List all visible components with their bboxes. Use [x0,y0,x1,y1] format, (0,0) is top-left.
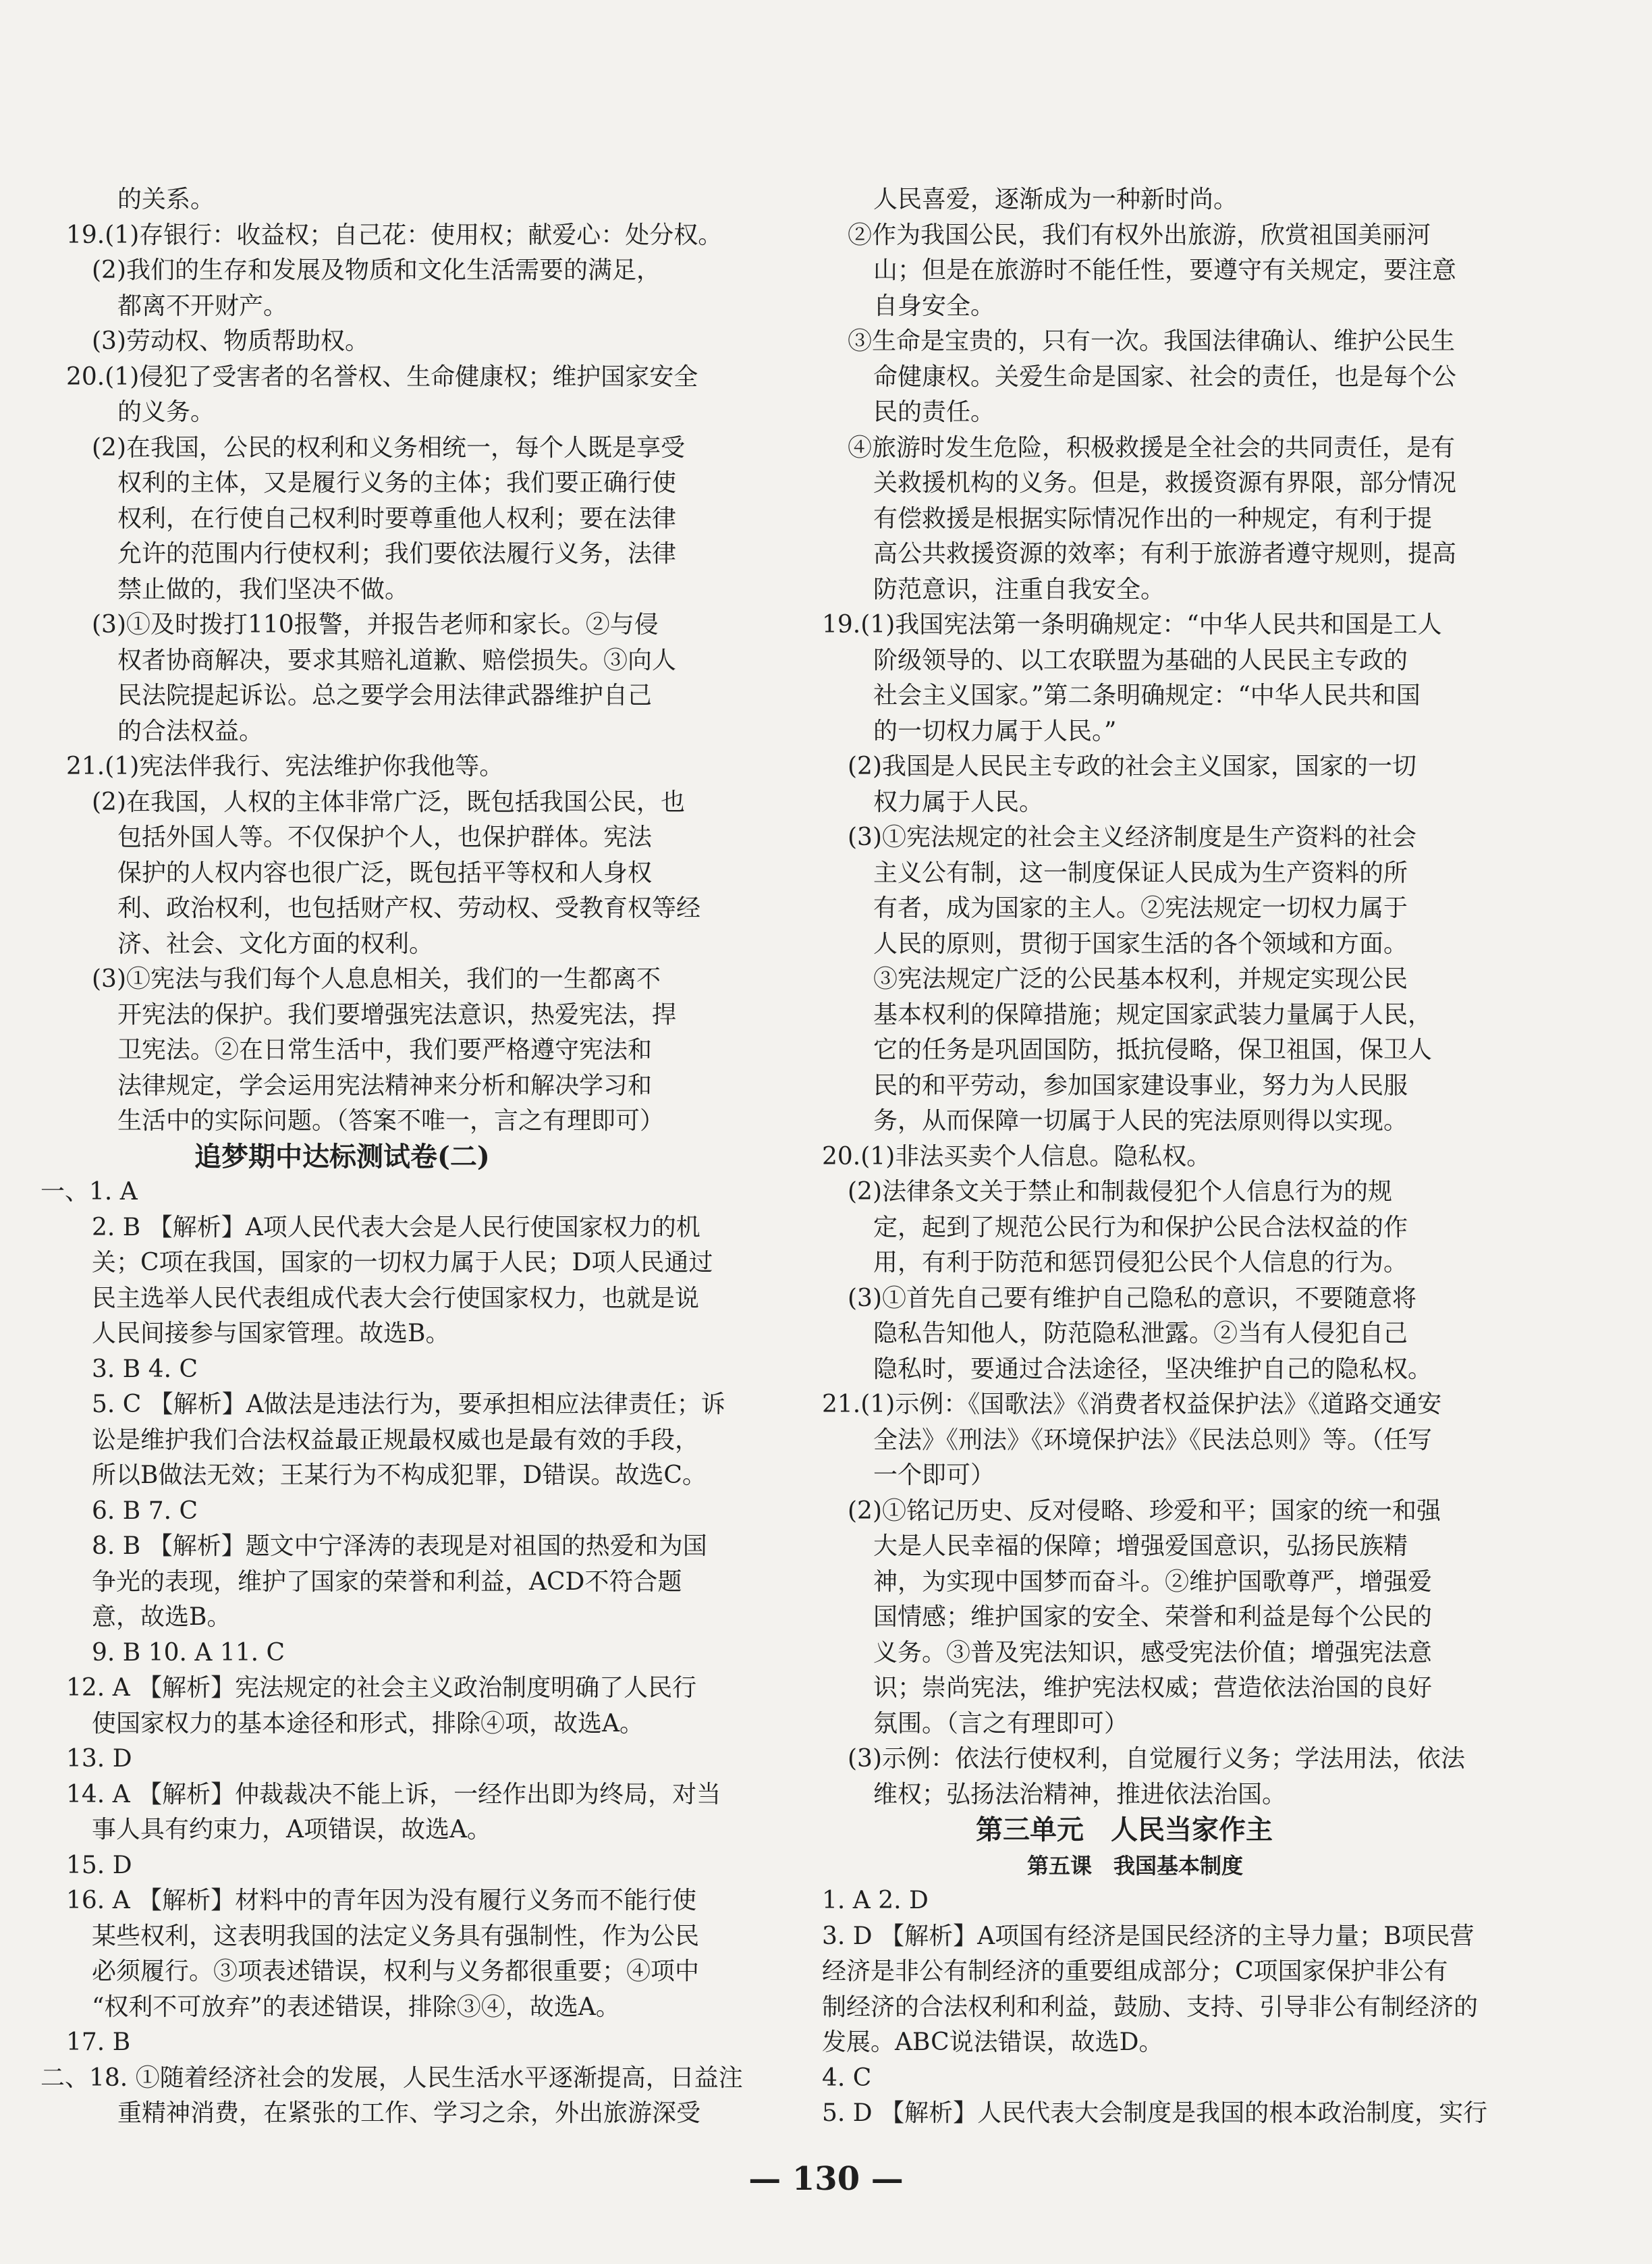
answer-line: 使国家权力的基本途径和形式，排除④项，故选A。 [92,1709,644,1737]
answer-line: 全法》《刑法》《环境保护法》《民法总则》等。（任写 [873,1426,1433,1454]
answer-line: 自身安全。 [873,292,995,320]
answer-line: 必须履行。③项表述错误，权利与义务都很重要；④项中 [92,1958,700,1985]
section-heading: 追梦期中达标测试卷(二) [194,1140,490,1173]
answer-line: 隐私告知他人，防范隐私泄露。②当有人侵犯自己 [873,1320,1408,1347]
answer-line: 20.(1)侵犯了受害者的名誉权、生命健康权；维护国家安全 [66,362,698,391]
answer-line: 一、1. A [40,1178,138,1206]
answer-line: 20.(1)非法买卖个人信息。隐私权。 [822,1142,1211,1170]
answer-line: 有偿救援是根据实际情况作出的一种规定，有利于提 [873,504,1433,533]
answer-line: 大是人民幸福的保障；增强爱国意识，弘扬民族精 [873,1532,1408,1560]
answer-line: 重精神消费，在紧张的工作、学习之余，外出旅游深受 [117,2099,701,2127]
answer-line: 生活中的实际问题。（答案不唯一，言之有理即可） [117,1107,665,1135]
answer-line: 氛围。（言之有理即可） [873,1709,1129,1737]
answer-line: 权利，在行使自己权利时要尊重他人权利；要在法律 [117,504,677,533]
answer-line: 识；崇尚宪法，维护宪法权威；营造依法治国的良好 [873,1674,1433,1702]
answer-line: 义务。③普及宪法知识，感受宪法价值；增强宪法意 [873,1638,1433,1667]
answer-line: 的义务。 [117,398,215,426]
answer-line: 有者，成为国家的主人。②宪法规定一切权力属于 [873,894,1408,922]
answer-line: 的合法权益。 [117,717,264,745]
answer-line: 关救援机构的义务。但是，救援资源有界限，部分情况 [873,469,1457,497]
answer-line: 高公共救援资源的效率；有利于旅游者遵守规则，提高 [873,540,1457,568]
answer-line: 14. A 【解析】仲裁裁决不能上诉，一经作出即为终局，对当 [66,1780,721,1808]
answer-line: (2)我国是人民民主专政的社会主义国家，国家的一切 [848,753,1416,780]
answer-line: 发展。ABC说法错误，故选D。 [822,2028,1163,2056]
answer-line: 事人具有约束力，A项错误，故选A。 [92,1816,491,1843]
answer-line: 一个即可） [873,1461,995,1489]
answer-line: (3)劳动权、物质帮助权。 [92,327,369,355]
answer-line: 国情感；维护国家的安全、荣誉和利益是每个公民的 [873,1603,1433,1631]
answer-line: 9. B 10. A 11. C [92,1638,285,1667]
answer-line: (3)示例：依法行使权利，自觉履行义务；学法用法，依法 [848,1745,1465,1773]
answer-line: ③宪法规定广泛的公民基本权利，并规定实现公民 [873,965,1408,993]
answer-line: 阶级领导的、以工农联盟为基础的人民民主专政的 [873,646,1408,674]
answer-line: 基本权利的保障措施；规定国家武装力量属于人民， [873,1000,1433,1029]
answer-line: 19.(1)存银行：收益权；自己花：使用权；献爱心：处分权。 [66,221,723,249]
answer-line: 17. B [66,2028,131,2056]
answer-line: 人民喜爱，逐渐成为一种新时尚。 [873,186,1238,213]
section-subheading: 第五课 我国基本制度 [1027,1852,1244,1879]
answer-line: 8. B 【解析】题文中宁泽涛的表现是对祖国的热爱和为国 [92,1532,707,1560]
answer-line: 5. D 【解析】人民代表大会制度是我国的根本政治制度，实行 [822,2099,1488,2127]
answer-line: (3)①首先自己要有维护自己隐私的意识，不要随意将 [848,1284,1416,1312]
answer-line: 隐私时，要通过合法途径，坚决维护自己的隐私权。 [873,1355,1433,1383]
answer-line: 19.(1)我国宪法第一条明确规定：“中华人民共和国是工人 [822,611,1442,639]
answer-line: 某些权利，这表明我国的法定义务具有强制性，作为公民 [92,1922,700,1950]
answer-line: (2)我们的生存和发展及物质和文化生活需要的满足， [92,257,661,284]
answer-line: 卫宪法。②在日常生活中，我们要严格遵守宪法和 [117,1036,653,1064]
answer-line: 12. A 【解析】宪法规定的社会主义政治制度明确了人民行 [66,1674,697,1702]
answer-line: 3. D 【解析】A项国有经济是国民经济的主导力量；B项民营 [822,1922,1475,1950]
answer-line: 争光的表现，维护了国家的荣誉和利益，ACD不符合题 [92,1567,682,1596]
answer-line: 二、18. ①随着经济社会的发展，人民生活水平逐渐提高，日益注 [40,2064,743,2092]
answer-line: 都离不开财产。 [117,292,288,320]
answer-line: ③生命是宝贵的，只有一次。我国法律确认、维护公民生 [848,327,1456,355]
answer-line: 法律规定，学会运用宪法精神来分析和解决学习和 [117,1071,653,1100]
answer-line: 1. A 2. D [822,1887,929,1914]
answer-line: 开宪法的保护。我们要增强宪法意识，热爱宪法，捍 [117,1000,677,1029]
answer-line: 关；C项在我国，国家的一切权力属于人民；D项人民通过 [92,1249,713,1276]
answer-line: 民的责任。 [873,398,995,426]
answer-line: 21.(1)宪法伴我行、宪法维护你我他等。 [66,753,504,780]
answer-line: 济、社会、文化方面的权利。 [117,929,434,958]
answer-line: 神，为实现中国梦而奋斗。②维护国歌尊严，增强爱 [873,1567,1433,1596]
answer-line: 的一切权力属于人民。” [873,717,1117,745]
answer-line: 定，起到了规范公民行为和保护公民合法权益的作 [873,1213,1408,1241]
answer-line: 防范意识，注重自我安全。 [873,575,1165,603]
answer-line: 权力属于人民。 [873,788,1044,816]
answer-line: 禁止做的，我们坚决不做。 [117,575,410,603]
answer-line: 务，从而保障一切属于人民的宪法原则得以实现。 [873,1107,1408,1135]
answer-line: 用，有利于防范和惩罚侵犯公民个人信息的行为。 [873,1249,1408,1276]
answer-line: 社会主义国家。”第二条明确规定：“中华人民共和国 [873,682,1421,709]
answer-line: 的关系。 [117,186,215,213]
answer-line: 13. D [66,1745,132,1773]
answer-line: 经济是非公有制经济的重要组成部分；C项国家保护非公有 [822,1958,1448,1985]
answer-line: (2)①铭记历史、反对侵略、珍爱和平；国家的统一和强 [848,1497,1441,1525]
answer-line: (3)①及时拨打110报警，并报告老师和家长。②与侵 [92,611,659,639]
answer-line: 4. C [822,2064,872,2092]
answer-line: ④旅游时发生危险，积极救援是全社会的共同责任，是有 [848,433,1456,462]
answer-line: (3)①宪法规定的社会主义经济制度是生产资料的社会 [848,824,1416,851]
answer-line: 意，故选B。 [92,1603,231,1631]
answer-line: (3)①宪法与我们每个人息息相关，我们的一生都离不 [92,965,661,993]
answer-line: 所以B做法无效；王某行为不构成犯罪，D错误。故选C。 [92,1461,707,1489]
answer-line: 利、政治权利，也包括财产权、劳动权、受教育权等经 [117,894,701,922]
answer-line: 讼是维护我们合法权益最正规最权威也是最有效的手段， [92,1426,700,1454]
answer-line: 山；但是在旅游时不能任性，要遵守有关规定，要注意 [873,257,1457,284]
answer-line: 21.(1)示例：《国歌法》《消费者权益保护法》《道路交通安 [822,1391,1442,1418]
answer-line: 5. C 【解析】A做法是违法行为，要承担相应法律责任；诉 [92,1391,725,1418]
answer-line: 包括外国人等。不仅保护个人，也保护群体。宪法 [117,824,653,851]
answer-line: 它的任务是巩固国防，抵抗侵略，保卫祖国，保卫人 [873,1036,1433,1064]
answer-line: 民的和平劳动，参加国家建设事业，努力为人民服 [873,1071,1408,1100]
answer-line: ②作为我国公民，我们有权外出旅游，欣赏祖国美丽河 [848,221,1431,249]
answer-line: 维权；弘扬法治精神，推进依法治国。 [873,1780,1287,1808]
answer-line: 2. B 【解析】A项人民代表大会是人民行使国家权力的机 [92,1213,700,1241]
answer-line: 15. D [66,1851,132,1879]
answer-line: 民主选举人民代表组成代表大会行使国家权力，也就是说 [92,1284,700,1312]
answer-line: 命健康权。关爱生命是国家、社会的责任，也是每个公 [873,362,1457,391]
answer-line: 人民的原则，贯彻于国家生活的各个领域和方面。 [873,929,1408,958]
answer-line: 保护的人权内容也很广泛，既包括平等权和人身权 [117,859,653,887]
answer-line: 允许的范围内行使权利；我们要依法履行义务，法律 [117,540,677,568]
answer-line: “权利不可放弃”的表述错误，排除③④，故选A。 [92,1993,620,2021]
answer-line: (2)法律条文关于禁止和制裁侵犯个人信息行为的规 [848,1178,1392,1206]
answer-line: 16. A 【解析】材料中的青年因为没有履行义务而不能行使 [66,1887,697,1914]
answer-line: 6. B 7. C [92,1497,198,1525]
answer-line: 主义公有制，这一制度保证人民成为生产资料的所 [873,859,1408,887]
answer-line: 人民间接参与国家管理。故选B。 [92,1320,450,1347]
page-number: — 130 — [748,2160,904,2198]
answer-line: (2)在我国，人权的主体非常广泛，既包括我国公民，也 [92,788,685,816]
answer-line: 权者协商解决，要求其赔礼道歉、赔偿损失。③向人 [117,646,677,674]
answer-line: 3. B 4. C [92,1355,198,1383]
answer-line: 权利的主体，又是履行义务的主体；我们要正确行使 [117,469,677,497]
answer-line: 制经济的合法权利和利益，鼓励、支持、引导非公有制经济的 [822,1993,1479,2021]
answer-line: (2)在我国，公民的权利和义务相统一，每个人既是享受 [92,433,685,462]
section-heading: 第三单元 人民当家作主 [976,1814,1273,1845]
answer-line: 民法院提起诉讼。总之要学会用法律武器维护自己 [117,682,653,709]
